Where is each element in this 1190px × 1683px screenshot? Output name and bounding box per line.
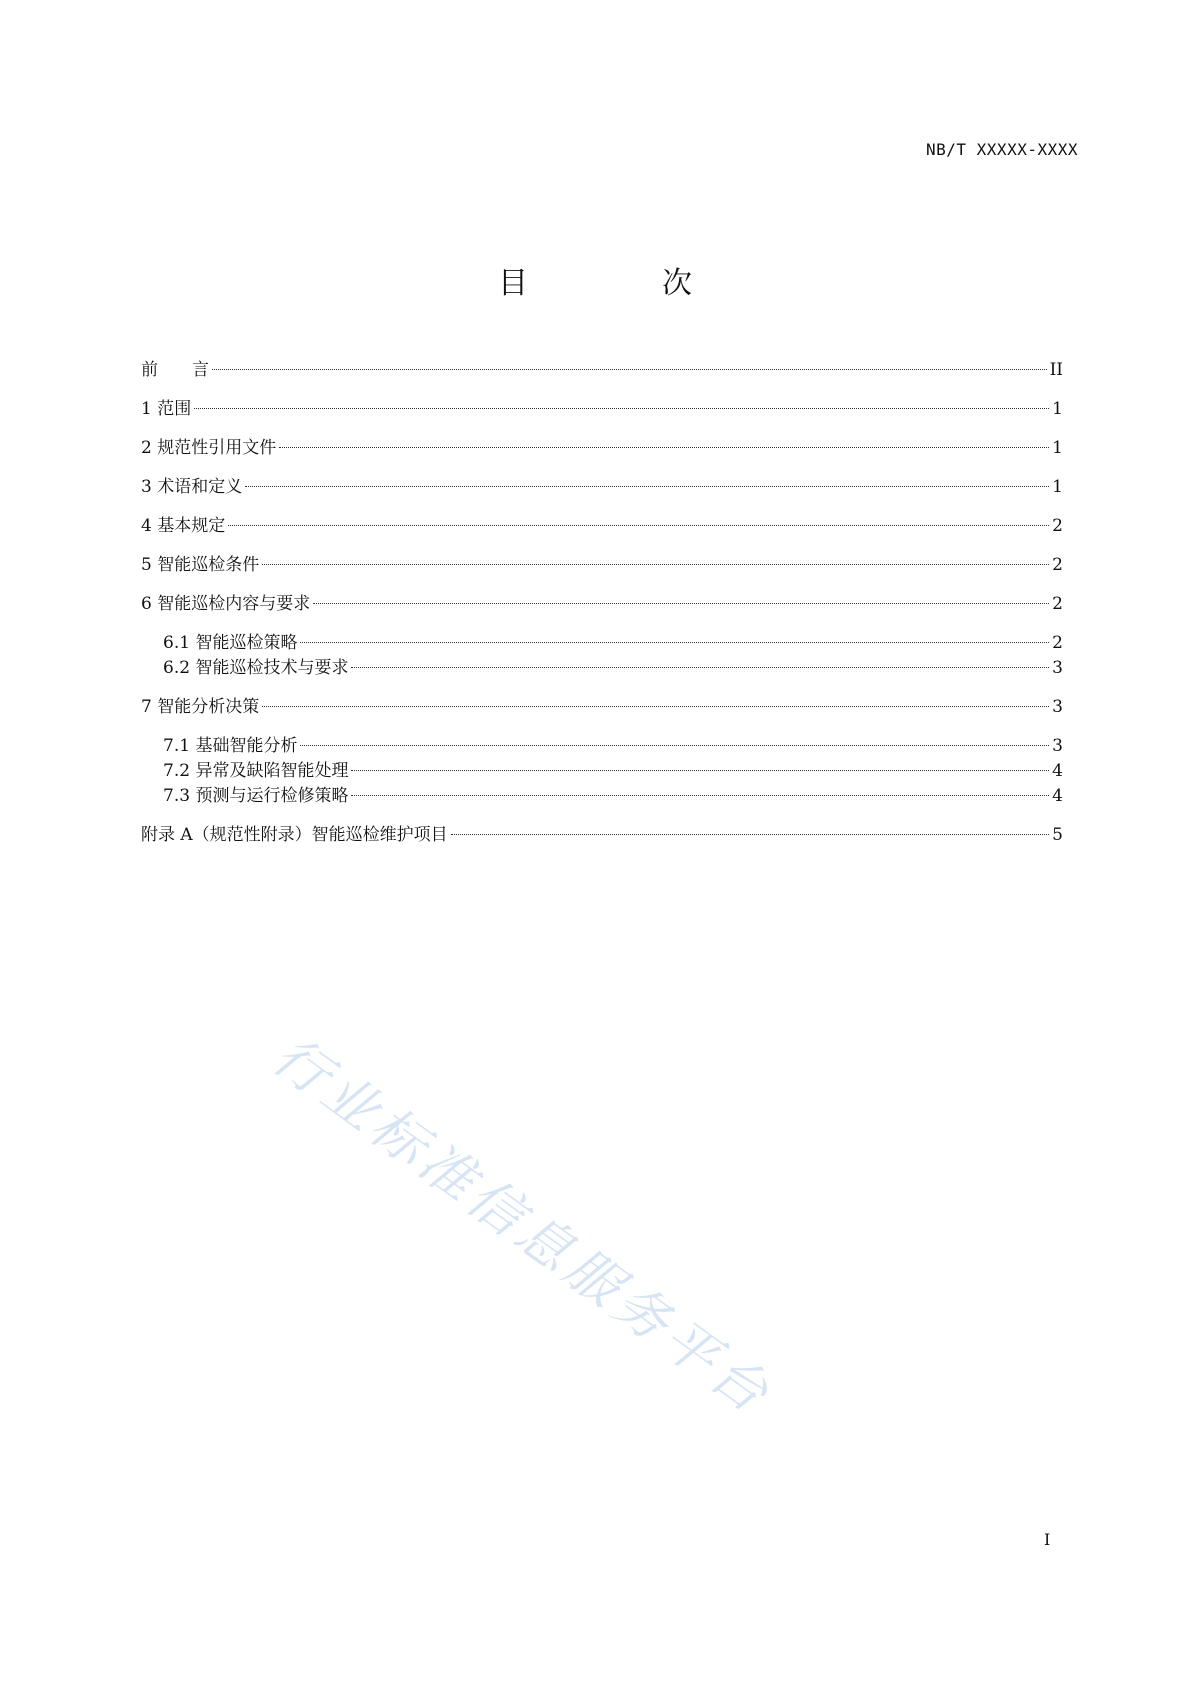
toc-leader-dots: [300, 745, 1049, 746]
toc-leader-dots: [245, 486, 1049, 487]
toc-entry-inspection-content[interactable]: [141, 592, 1063, 617]
toc-entry-inspection-technology[interactable]: [141, 656, 1063, 681]
toc-entry-page: 4: [1052, 786, 1063, 806]
toc-entry-label: 1 范围: [141, 399, 192, 419]
toc-entry-page: 2: [1052, 555, 1063, 575]
toc-leader-dots: [300, 642, 1049, 643]
toc-entry-defect-handling[interactable]: [141, 759, 1063, 784]
toc-entry-page: 1: [1052, 477, 1063, 497]
toc-entry-terms-definitions[interactable]: [141, 475, 1063, 500]
toc-title: 目 次: [498, 266, 744, 301]
toc-entry-label: 附录 A（规范性附录）智能巡检维护项目: [141, 825, 448, 845]
toc-leader-dots: [262, 564, 1049, 565]
toc-entry-inspection-strategy[interactable]: [141, 631, 1063, 656]
toc-leader-dots: [313, 603, 1049, 604]
toc-entry-page: 5: [1052, 825, 1063, 845]
toc-entry-page: 3: [1052, 736, 1063, 756]
toc-entry-inspection-conditions[interactable]: [141, 553, 1063, 578]
toc-entry-page: 3: [1052, 697, 1063, 717]
toc-entry-label: 7.1 基础智能分析: [163, 736, 298, 756]
toc-entry-basic-provisions[interactable]: [141, 514, 1063, 539]
toc-entry-page: 3: [1052, 658, 1063, 678]
toc-entry-normative-references[interactable]: [141, 436, 1063, 461]
toc-entry-page: 2: [1052, 633, 1063, 653]
watermark: 行业标准信息服务平台: [261, 1023, 784, 1428]
toc-entry-label: 6.2 智能巡检技术与要求: [163, 658, 349, 678]
toc-entry-scope[interactable]: [141, 397, 1063, 422]
toc-leader-dots: [451, 834, 1049, 835]
toc-entry-page: 2: [1052, 516, 1063, 536]
toc-entry-label: 7 智能分析决策: [141, 697, 260, 717]
toc-entry-label: 3 术语和定义: [141, 477, 243, 497]
toc-entry-page: II: [1049, 360, 1063, 380]
toc-entry-label: 7.2 异常及缺陷智能处理: [163, 761, 349, 781]
toc-entry-page: 4: [1052, 761, 1063, 781]
toc-leader-dots: [351, 667, 1049, 668]
toc-leader-dots: [212, 369, 1047, 370]
toc-entry-label: 2 规范性引用文件: [141, 438, 277, 458]
page-number: I: [1044, 1530, 1051, 1549]
toc-entry-label: 4 基本规定: [141, 516, 226, 536]
toc-entry-page: 2: [1052, 594, 1063, 614]
table-of-contents: [141, 358, 1063, 848]
toc-entry-label: 5 智能巡检条件: [141, 555, 260, 575]
toc-entry-label: 前 言: [141, 360, 209, 380]
standard-code: NB/T XXXXX-XXXX: [926, 140, 1078, 159]
toc-entry-label: 7.3 预测与运行检修策略: [163, 786, 349, 806]
toc-entry-prediction-maintenance[interactable]: [141, 784, 1063, 809]
toc-entry-page: 1: [1052, 399, 1063, 419]
toc-leader-dots: [228, 525, 1049, 526]
toc-entry-appendix-a[interactable]: [141, 823, 1063, 848]
toc-entry-basic-analysis[interactable]: [141, 734, 1063, 759]
toc-leader-dots: [351, 770, 1049, 771]
toc-leader-dots: [279, 447, 1049, 448]
toc-leader-dots: [262, 706, 1049, 707]
toc-entry-label: 6.1 智能巡检策略: [163, 633, 298, 653]
toc-leader-dots: [194, 408, 1049, 409]
toc-entry-analysis-decision[interactable]: [141, 695, 1063, 720]
toc-entry-label: 6 智能巡检内容与要求: [141, 594, 311, 614]
toc-entry-foreword[interactable]: [141, 358, 1063, 383]
toc-entry-page: 1: [1052, 438, 1063, 458]
toc-leader-dots: [351, 795, 1049, 796]
